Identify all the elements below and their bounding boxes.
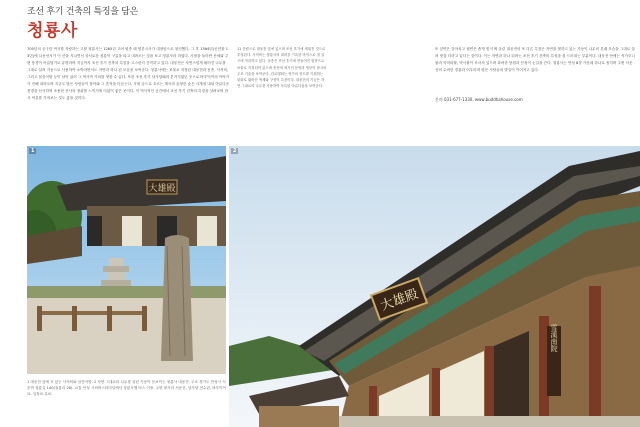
photo-number-1: 1 <box>31 148 35 154</box>
photo-stele-pagoda <box>27 146 226 374</box>
temple-signboard-1: 大雄殿 <box>148 184 176 194</box>
temple-signboard-2: 大雄殿 <box>378 286 421 315</box>
stone-stele <box>161 235 193 361</box>
pillar-plaque: 雪溪南院 <box>550 324 558 352</box>
photo-main-hall <box>229 146 640 427</box>
body-column-1: 700년의 궁구한 역사를 자랑하는 고찰 청룡사는 1265년 고려 원종 때 명본국사가 대장암으로 창건했다. 그 후 1364년(공민왕 13년)에 나옹선사가 이 산을 지나면서 상서로운 청룡이 구름을 타고 내려오는 것을 보고 청룡사라 하였다. 사찰을 둘러싼 산세와 주변 풍경이 아름답기로 유명하며 지금까지 조선 후기 건축의 특징을 고스란히 간직하고 있다. 대웅전은 자연스럽게 휘어진 나무를 그대로 살려 기둥으로 사용하여 소박하면서도 자연과 하나 된 모습을 보여준다. 청룡사에는 보물로 지정된 대웅전과 동종, 사적비, 그리고 삼층석탑 등이 남아 있어 그 역사적 가치를 엿볼 수 있다. 또한 조선 후기 남사당패의 본거지였던 곳으로 바우덕이의 이야기가 전해 내려오며 지금도 많은 사람들이 찾아와 그 흔적을 더듬는다. 사찰 앞으로 흐르는 계곡과 울창한 숲은 사계절 내내 아름다운 풍경을 선사하며 조용한 산사의 정취를 느끼기에 더없이 좋은 곳이다. 이 역사적인 공간에서 조선 후기 건축의 특징을 살펴보며 잠시 여유를 가져보는 것도 좋을 것이다. <box>27 47 230 100</box>
stele-scene-illustration <box>27 146 226 374</box>
article-title: 청룡사 <box>27 21 78 41</box>
photo-number-2: 2 <box>233 148 237 154</box>
article-subtitle: 조선 후기 건축의 특징을 담은 <box>27 7 138 17</box>
contact-info: 문의 031-677-1330, www.buddhahouse.com <box>435 97 523 102</box>
photo-caption: 1 대웅전 앞에 서 있는 사적비와 삼층석탑. 2 자연 그대로의 나무를 살린 기둥이 돋보이는 청룡사 대웅전. 주소 경기도 안성시 서운면 청룡길 140(청룡리 28). 교통 안성 시외버스터미널에서 청룡사행 버스 이용. 주변 볼거리 서운산, 남사당 전수관, 바우덕이 묘. 입장료 무료. <box>27 380 227 396</box>
main-hall-illustration <box>229 146 640 427</box>
sidebar-column: 11 층탑으로 대웅전 앞에 있으며 조선 후기에 세워진 것으로 추정된다. 사적비는 청룡사의 내력을 기록한 비석으로 절 입구에 자리하고 있다. 동종은 조선 후기에 만들어진 범종으로 보물로 지정되어 있으며 종신에 새겨진 문양과 명문이 당시의 주조 기술을 보여준다. 감로탱화는 영가의 천도를 기원하는 불화로 뛰어난 색채와 구성이 특징이다. 대웅전의 기둥은 자연 그대로의 나무를 사용하여 독특한 아름다움을 보여준다. <box>237 47 327 89</box>
body-column-3: 또 앞면은 감아치고 뒷면은 좁게 빗겨 짜 올린 대웅전의 또 다른 특징은 자연을 벗하고 있는 기둥이 나무의 본래 모습을 그대로 살려 멋을 더하고 있다는 것이다. 이는 자연과 하나 되려는 조선 후기 건축의 특성을 잘 드러내는 부분이다. 대웅전 안에는 석가모니불과 아미타불, 약사불이 모셔져 있으며 화려한 닫집과 단청이 눈길을 끈다. 청룡사는 안성 8경 가운데 하나로 꼽히며 주변 서운산의 수려한 경관과 어우러져 많은 사람들의 발길이 이어지고 있다. <box>435 47 635 72</box>
